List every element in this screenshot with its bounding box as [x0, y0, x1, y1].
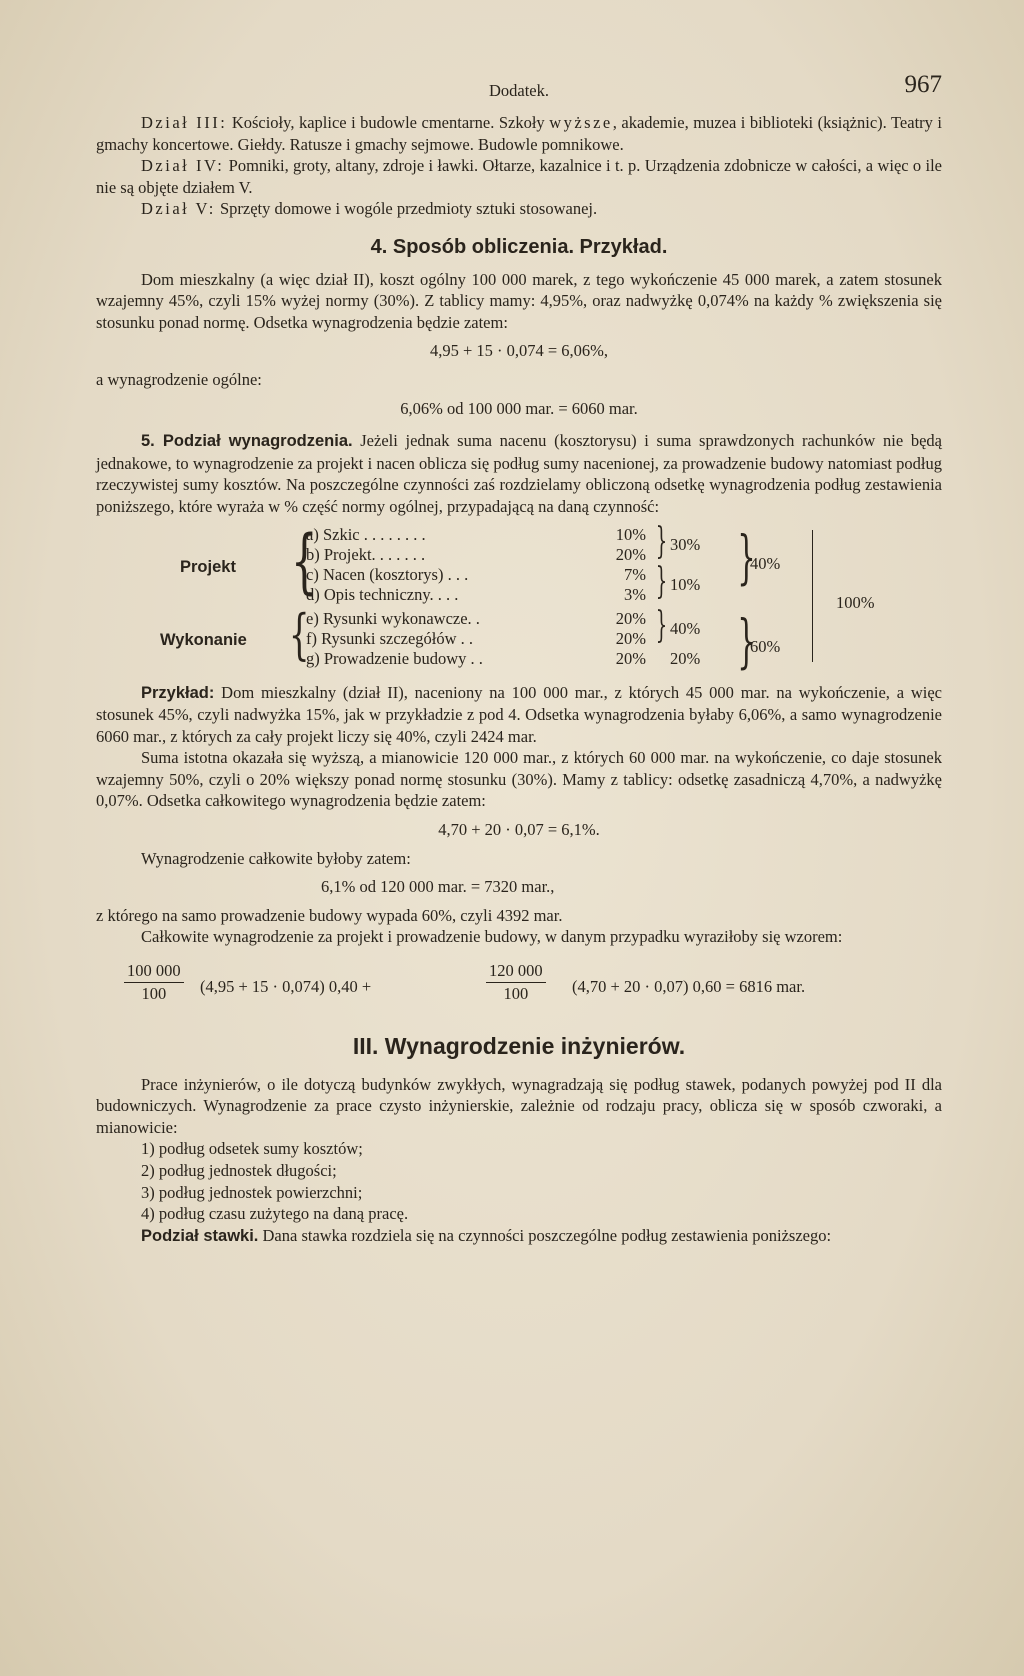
total-percent: 100%	[836, 592, 875, 612]
podzial-stawki-label: Podział stawki.	[141, 1226, 259, 1245]
table-row	[306, 544, 646, 565]
section-5-heading: 5. Podział wynagrodzenia.	[141, 432, 353, 451]
list-item: 2) podług jednostek długości;	[141, 1161, 337, 1180]
total-bracket	[812, 530, 813, 662]
page-number: 967	[904, 71, 942, 98]
group-label-projekt: Projekt	[180, 557, 236, 576]
fraction-1	[124, 960, 184, 1004]
row-item: b) Projekt. . . . . . .	[306, 544, 426, 564]
formula-middle: (4,95 + 15 · 0,074) 0,40 +	[200, 977, 372, 997]
subtotal-g: 20%	[670, 648, 701, 668]
table-row	[306, 648, 646, 669]
page-content	[96, 71, 942, 1247]
group-label-wykonanie: Wykonanie	[160, 630, 247, 649]
example-paragraph-5: Całkowite wynagrodzenie za projekt i prowadzenie budowy, w danym przypadku wyraziłoby się wzorem:	[141, 927, 843, 947]
example-paragraph-1	[96, 682, 942, 748]
section-5-paragraph	[96, 430, 942, 517]
table-row	[306, 628, 646, 649]
intro-dzial-3	[96, 112, 942, 155]
table-row	[306, 564, 646, 585]
section-iii-paragraph: Prace inżynierów, o ile dotyczą budynków zwykłych, wynagradzają się podług stawek, podanych powyżej pod II dla budowniczych. Wynagrodzenie za prace czysto inżynierskie, zależnie od rodzaju pracy, oblicza się w sposób czworaki, a mianowicie:	[96, 1074, 942, 1137]
example-label: Przykład:	[141, 683, 215, 702]
podzial-stawki-paragraph	[96, 1225, 942, 1248]
row-percent: 10%	[615, 524, 646, 544]
intro-dzial-4	[96, 155, 942, 198]
list-item: 3) podług jednostek powierzchni;	[141, 1182, 363, 1202]
section-5-text: Jeżeli jednak suma nacenu (kosztorysu) i suma sprawdzonych rachunków nie będą jednakowe, to wynagrodzenie za projekt i nacen oblicza się podług sumy nacenionej, za prowadzenie budowy natomiast podług rzeczywistej sumy kosztów. Na poszczególne czynności zaś rozdzielamy obliczoną odsetkę wynagrodzenia podług zestawienia poniższego, które wyraża w % część normy ogólnej, przypadającą na daną czynność:	[96, 431, 942, 516]
brace-wykonanie: {	[288, 602, 310, 666]
example-text-1: Dom mieszkalny (dział II), naceniony na 100 000 mar., z których 45 000 mar. na wykończenie, a więc stosunek 45%, czyli nadwyżka 15%, jak w przykładzie z pod 4. Odsetka wynagrodzenia byłaby 6,06%, a samo wynagrodzenie 6060 mar., z których za cały projekt liczy się 40%, czyli 2424 mar.	[96, 682, 942, 746]
brace-projekt: {	[290, 519, 318, 602]
example-paragraph-2: Suma istotna okazała się wyższą, a mianowicie 120 000 mar., z których 60 000 mar. na wykończenie, co daje stosunek wzajemny 50%, czyli o 20% większy ponad normę stosunku (30%). Mamy z tablicy: odsetkę zasadniczą 4,70%, a nadwyżkę 0,07%. Odsetka całkowitego wynagrodzenia będzie zatem:	[96, 748, 942, 811]
list-item: 4) podług czasu zużytego na daną pracę.	[141, 1204, 409, 1224]
row-percent: 20%	[615, 608, 646, 628]
fraction-2	[486, 960, 546, 1004]
row-item: d) Opis techniczny. . . .	[306, 584, 459, 604]
fraction-1-numerator: 100 000	[124, 960, 184, 983]
dzial-3-label: Dział III:	[141, 113, 228, 132]
row-percent: 20%	[615, 648, 646, 668]
dzial-3-text: Kościoły, kaplice i budowle cmentarne. Szkoły	[227, 113, 550, 132]
brace-cd: }	[655, 560, 668, 602]
sum-projekt: 40%	[750, 553, 781, 573]
dzial-3-spaced: wyższe	[549, 113, 613, 132]
fraction-2-denominator: 100	[503, 983, 529, 1003]
dzial-4-label: Dział IV:	[141, 156, 225, 176]
brace-ef: }	[655, 604, 668, 646]
row-percent: 20%	[615, 628, 646, 648]
table-row	[306, 608, 646, 629]
dzial-3-rest: , akademie, muzea i biblioteki (książnic). Teatry i gmachy koncertowe. Giełdy. Ratusze i gmachy sejmowe. Budowle pomnikowe.	[96, 113, 942, 154]
section-4-paragraph-2: a wynagrodzenie ogólne:	[96, 369, 262, 389]
row-item: f) Rysunki szczegółów . .	[306, 628, 474, 648]
dzial-5-text: Sprzęty domowe i wogóle przedmioty sztuki stosowanej.	[215, 199, 598, 219]
row-percent: 20%	[615, 544, 646, 564]
section-4-heading: 4. Sposób obliczenia. Przykład.	[370, 235, 668, 258]
formula-end: (4,70 + 20 · 0,07) 0,60 = 6816 mar.	[572, 977, 806, 997]
row-item: e) Rysunki wykonawcze. .	[306, 608, 480, 628]
distribution-table	[96, 519, 942, 675]
row-item: a) Szkic . . . . . . . .	[306, 524, 426, 544]
podzial-stawki-text: Dana stawka rozdziela się na czynności poszczególne podług zestawienia poniższego:	[258, 1225, 832, 1245]
example-paragraph-4: z którego na samo prowadzenie budowy wypada 60%, czyli 4392 mar.	[96, 905, 563, 925]
fraction-2-numerator: 120 000	[486, 960, 546, 983]
method-list	[96, 1138, 942, 1224]
sum-wykonanie: 60%	[750, 636, 781, 656]
row-percent: 7%	[624, 564, 646, 584]
section-4-paragraph: Dom mieszkalny (a więc dział II), koszt ogólny 100 000 marek, z tego wykończenie 45 000 marek, a zatem stosunek wzajemny 45%, czyli 15% wyżej normy (30%). Z tablicy mamy: 4,95%, oraz nadwyżkę 0,074% na każdy % zwiększenia się stosunku ponad normę. Odsetka wynagrodzenia będzie zatem:	[96, 269, 942, 332]
table-row	[306, 584, 646, 605]
equation-odsetka: 4,95 + 15 · 0,074 = 6,06%,	[429, 341, 609, 361]
row-percent: 3%	[624, 584, 646, 604]
table-row	[306, 524, 646, 545]
example-paragraph-3: Wynagrodzenie całkowite byłoby zatem:	[141, 848, 411, 868]
equation-wynagrodzenie: 6,06% od 100 000 mar. = 6060 mar.	[400, 398, 638, 418]
row-item: g) Prowadzenie budowy . .	[306, 648, 483, 668]
formula-total	[96, 958, 942, 1018]
running-title: Dodatek.	[488, 81, 550, 100]
subtotal-ef: 40%	[670, 618, 701, 638]
equation-example-wynagrodzenie: 6,1% od 120 000 mar. = 7320 mar.,	[321, 877, 555, 897]
brace-ab: }	[655, 520, 668, 562]
intro-dzial-5	[96, 198, 942, 220]
dzial-4-text: Pomniki, groty, altany, zdroje i ławki. Ołtarze, kazalnice i t. p. Urządzenia zdobnicze w całości, a więc o ile nie są objęte działem V.	[96, 156, 942, 197]
subtotal-ab: 30%	[670, 534, 701, 554]
list-item: 1) podług odsetek sumy kosztów;	[141, 1139, 363, 1159]
subtotal-cd: 10%	[670, 574, 701, 594]
running-header	[96, 71, 942, 112]
brace-projekt-sum: }	[737, 522, 756, 591]
fraction-1-denominator: 100	[141, 983, 167, 1003]
dzial-5-label: Dział V:	[141, 199, 216, 219]
equation-example-odsetka: 4,70 + 20 · 0,07 = 6,1%.	[438, 820, 600, 840]
row-item: c) Nacen (kosztorys) . . .	[306, 564, 469, 584]
section-iii-heading: III. Wynagrodzenie inżynierów.	[352, 1033, 686, 1060]
brace-wykonanie-sum: }	[737, 606, 756, 675]
